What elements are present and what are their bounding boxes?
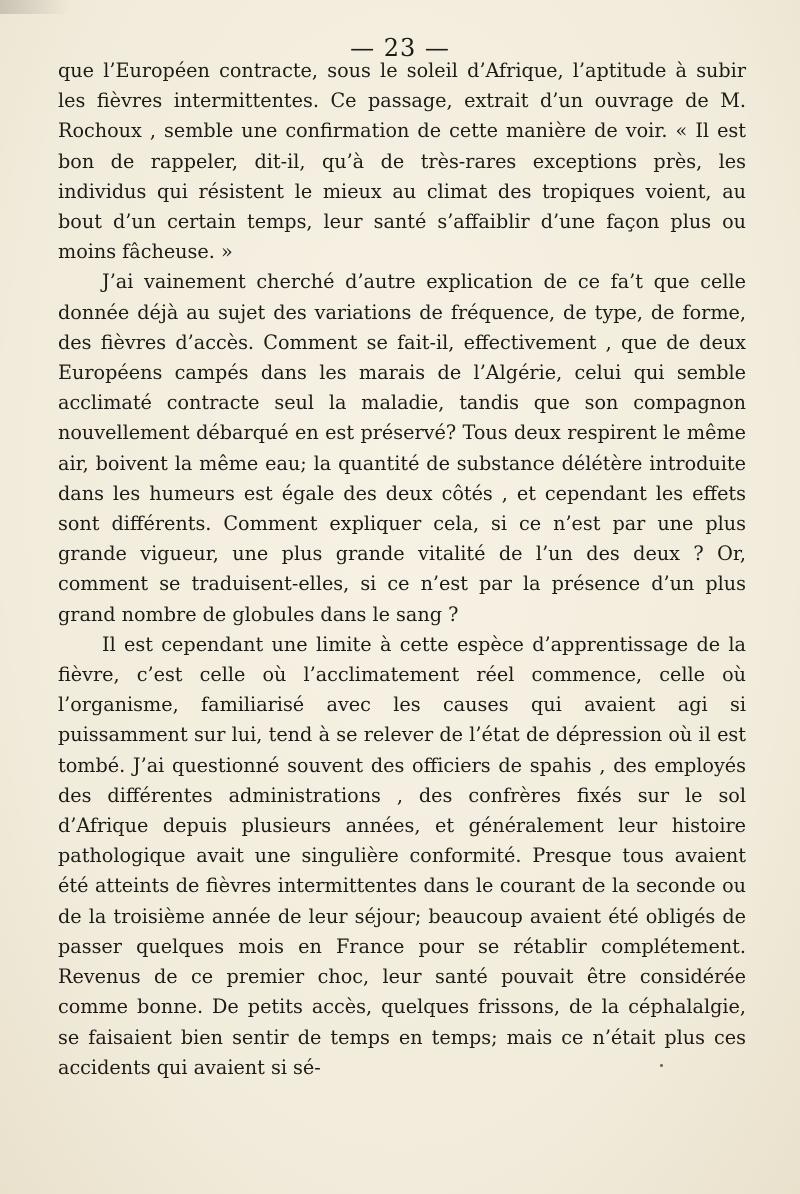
page-text (58, 56, 746, 1083)
page-corner-shadow (0, 0, 70, 14)
paragraph-continuation: que l’Européen contracte, sous le soleil d’Afrique, l’aptitude à subir les fièvres intermittentes. Ce passage, extrait d’un ouvrage de M. Rochoux , semble une confirmation de cette manière de voir. « Il est bon de rappeler, dit-il, qu’à de très-rares exceptions près, les individus qui résistent le mieux au climat des tropiques voient, au bout d’un certain temps, leur santé s’affaiblir d’une façon plus ou moins fâcheuse. » (58, 59, 746, 264)
page-number: — 23 — (350, 34, 450, 62)
ink-speck (660, 1064, 663, 1067)
paragraph-explanation: J’ai vainement cherché d’autre explication de ce fa’t que celle donnée déjà au sujet des variations de fréquence, de type, de forme, des fièvres d’accès. Comment se fait-il, effectivement , que de deux Européens campés dans les marais de l’Algérie, celui qui semble acclimaté contracte seul la maladie, tandis que son compagnon nouvellement débarqué en est préservé? Tous deux respirent le même air, boivent la même eau; la quantité de substance délétère introduite dans les humeurs est égale des deux côtés , et cependant les effets sont différents. Comment expliquer cela, si ce n’est par une plus grande vigueur, une plus grande vitalité de l’un des deux ? Or, comment se traduisent-elles, si ce n’est par la présence d’un plus grand nombre de globules dans le sang ? (58, 270, 746, 626)
paragraph-acclimatement: Il est cependant une limite à cette espèce d’apprentissage de la fièvre, c’est celle où l’acclimatement réel commence, celle où l’organisme, familiarisé avec les causes qui avaient agi si puissamment sur lui, tend à se relever de l’état de dépression où il est tombé. J’ai questionné souvent des officiers de spahis , des employés des différentes administrations , des confrères fixés sur le sol d’Afrique depuis plusieurs années, et généralement leur histoire pathologique avait une singulière conformité. Presque tous avaient été atteints de fièvres intermittentes dans le courant de la seconde ou de la troisième année de leur séjour; beaucoup avaient été obligés de passer quelques mois en France pour se rétablir complétement. Revenus de ce premier choc, leur santé pouvait être considérée comme bonne. De petits accès, quelques frissons, de la céphalalgie, se faisaient bien sentir de temps en temps; mais ce n’était plus ces accidents qui avaient si sé- (58, 632, 746, 1079)
